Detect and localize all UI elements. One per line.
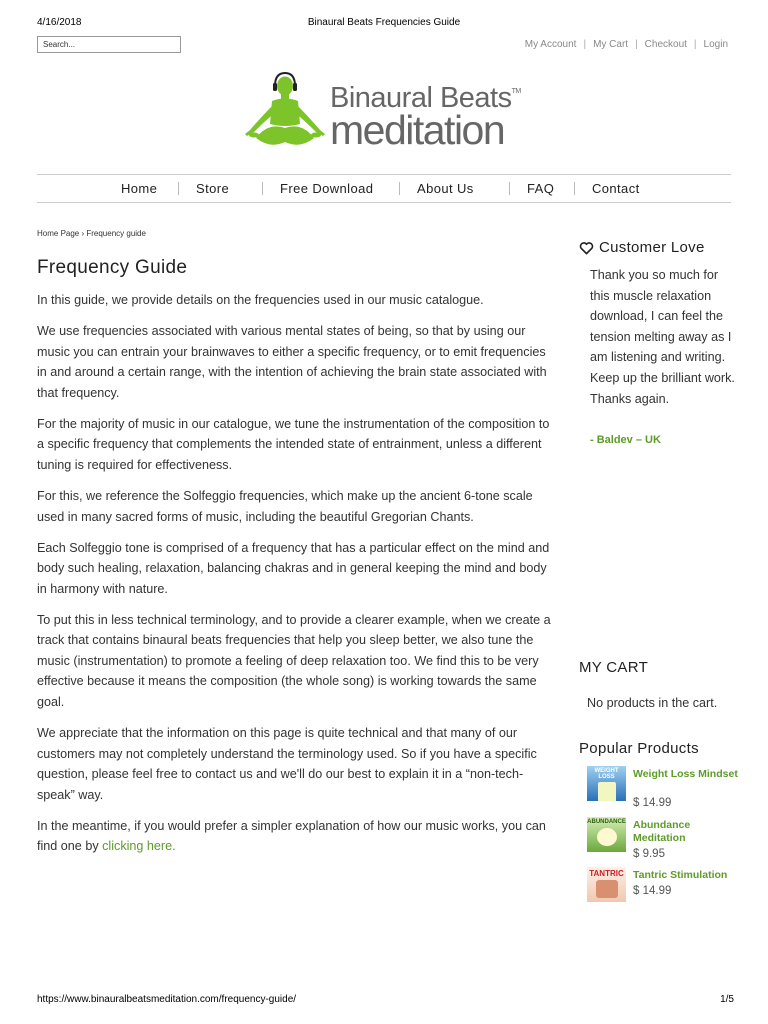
link-separator: | <box>635 39 638 50</box>
product-price: $ 9.95 <box>633 848 665 860</box>
product-name[interactable]: Abundance Meditation <box>633 819 691 844</box>
print-title: Binaural Beats Frequencies Guide <box>307 17 461 28</box>
article-paragraph: Each Solfeggio tone is comprised of a frequency that has a particular effect on the mind and body such healing, relaxation, balancing chakras and in general keeping the mind and body in harmony with nature. <box>37 540 550 596</box>
customer-love-heading: Customer Love <box>599 239 705 256</box>
product-thumbnail[interactable] <box>587 867 626 902</box>
logo-text-meditation[interactable]: meditation <box>330 107 505 153</box>
article-paragraph <box>37 816 557 857</box>
my-cart-link[interactable]: My Cart <box>593 39 629 50</box>
trademark-mark: TM <box>511 88 521 95</box>
page-title: Frequency Guide <box>37 257 188 278</box>
product-item-abundance[interactable] <box>587 817 737 860</box>
article-body <box>37 290 557 867</box>
testimonial-author: - Baldev – UK <box>590 434 661 446</box>
product-item-tantric[interactable] <box>587 867 737 907</box>
nav-free-download[interactable]: Free Download <box>280 181 374 196</box>
clicking-here-link[interactable]: clicking here. <box>102 839 176 854</box>
article-paragraph: For the majority of music in our catalogue, we tune the instrumentation of the composition to a specific frequency that complements the intended state of entrainment, unless a different tuning is required for effectiveness. <box>37 416 550 472</box>
product-thumbnail[interactable] <box>587 766 626 801</box>
link-separator: | <box>583 39 587 50</box>
product-thumbnail[interactable] <box>587 817 626 852</box>
cart-empty-message: No products in the cart. <box>587 696 718 710</box>
nav-separator <box>574 182 575 195</box>
nav-separator <box>399 182 400 195</box>
meditating-figure-logo-icon[interactable] <box>238 72 330 152</box>
link-separator: | <box>693 39 697 50</box>
nav-about-us[interactable]: About Us <box>417 181 474 196</box>
main-nav <box>37 174 731 203</box>
my-cart-heading: MY CART <box>579 659 649 676</box>
testimonial-quote: Thank you so much for this muscle relaxation download, I can feel the tension melting away as I am listening and writing. Keep up the brilliant work. Thanks again. <box>590 268 735 406</box>
nav-separator <box>178 182 179 195</box>
article-paragraph: For this, we reference the Solfeggio frequencies, which make up the ancient 6-tone scale used in many sacred forms of music, including the beautiful Gregorian Chants. <box>37 488 533 524</box>
article-paragraph: We appreciate that the information on this page is quite technical and that many of our customers may not completely understand the terminology used. So if you have a specific question, please feel free to contact us and we'll do our best to explain it in a “non-tech-speak” way. <box>37 726 537 802</box>
article-paragraph: To put this in less technical terminology, and to provide a clearer example, when we create a track that contains binaural beats frequencies that help you sleep better, we also tune the music (instrumentation) to promote a feeling of deep relaxation too. We find this to be very effective because it means the composition (the whole song) is working towards the same goal. <box>37 612 551 710</box>
account-links <box>525 39 728 50</box>
product-price: $ 14.99 <box>633 797 672 809</box>
breadcrumb-home-link[interactable]: Home Page <box>37 229 80 238</box>
print-date: 4/16/2018 <box>37 17 82 28</box>
nav-store[interactable]: Store <box>196 181 230 196</box>
print-url: https://www.binauralbeatsmeditation.com/frequency-guide/ <box>37 994 297 1005</box>
login-link[interactable]: Login <box>703 39 728 50</box>
nav-home[interactable]: Home <box>121 181 158 196</box>
article-paragraph-text: In the meantime, if you would prefer a simpler explanation of how our music works, you can find one by <box>37 818 546 854</box>
checkout-link[interactable]: Checkout <box>644 39 687 50</box>
product-thumbnail-title: WEIGHT LOSS <box>594 768 619 780</box>
print-page-number: 1/5 <box>720 994 734 1005</box>
product-name[interactable]: Tantric Stimulation <box>633 869 728 881</box>
product-thumbnail-title: ABUNDANCE <box>587 819 626 825</box>
heart-icon <box>579 241 594 255</box>
product-name[interactable]: Weight Loss Mindset <box>633 768 738 780</box>
nav-separator <box>262 182 263 195</box>
article-paragraph: In this guide, we provide details on the frequencies used in our music catalogue. <box>37 293 484 307</box>
nav-separator <box>509 182 510 195</box>
my-account-link[interactable]: My Account <box>524 39 577 50</box>
article-paragraph: We use frequencies associated with various mental states of being, so that by using our music you can entrain your brainwaves to either a specific frequency, or to emit frequencies in and around a certain range, with the intention of achieving the brain state associated with that frequency. <box>37 323 547 400</box>
breadcrumb <box>37 229 146 238</box>
breadcrumb-current: Frequency guide <box>86 229 146 238</box>
search-input[interactable] <box>37 36 181 53</box>
logo-text-binaural-beats[interactable]: Binaural Beats™ <box>330 82 521 114</box>
nav-faq[interactable]: FAQ <box>527 181 555 196</box>
product-thumbnail-title: TANTRIC <box>589 869 624 878</box>
nav-contact[interactable]: Contact <box>592 181 640 196</box>
popular-products-heading: Popular Products <box>579 740 699 757</box>
product-price: $ 14.99 <box>633 885 672 897</box>
breadcrumb-separator: › <box>79 229 87 238</box>
product-item-weight-loss[interactable] <box>587 766 738 809</box>
